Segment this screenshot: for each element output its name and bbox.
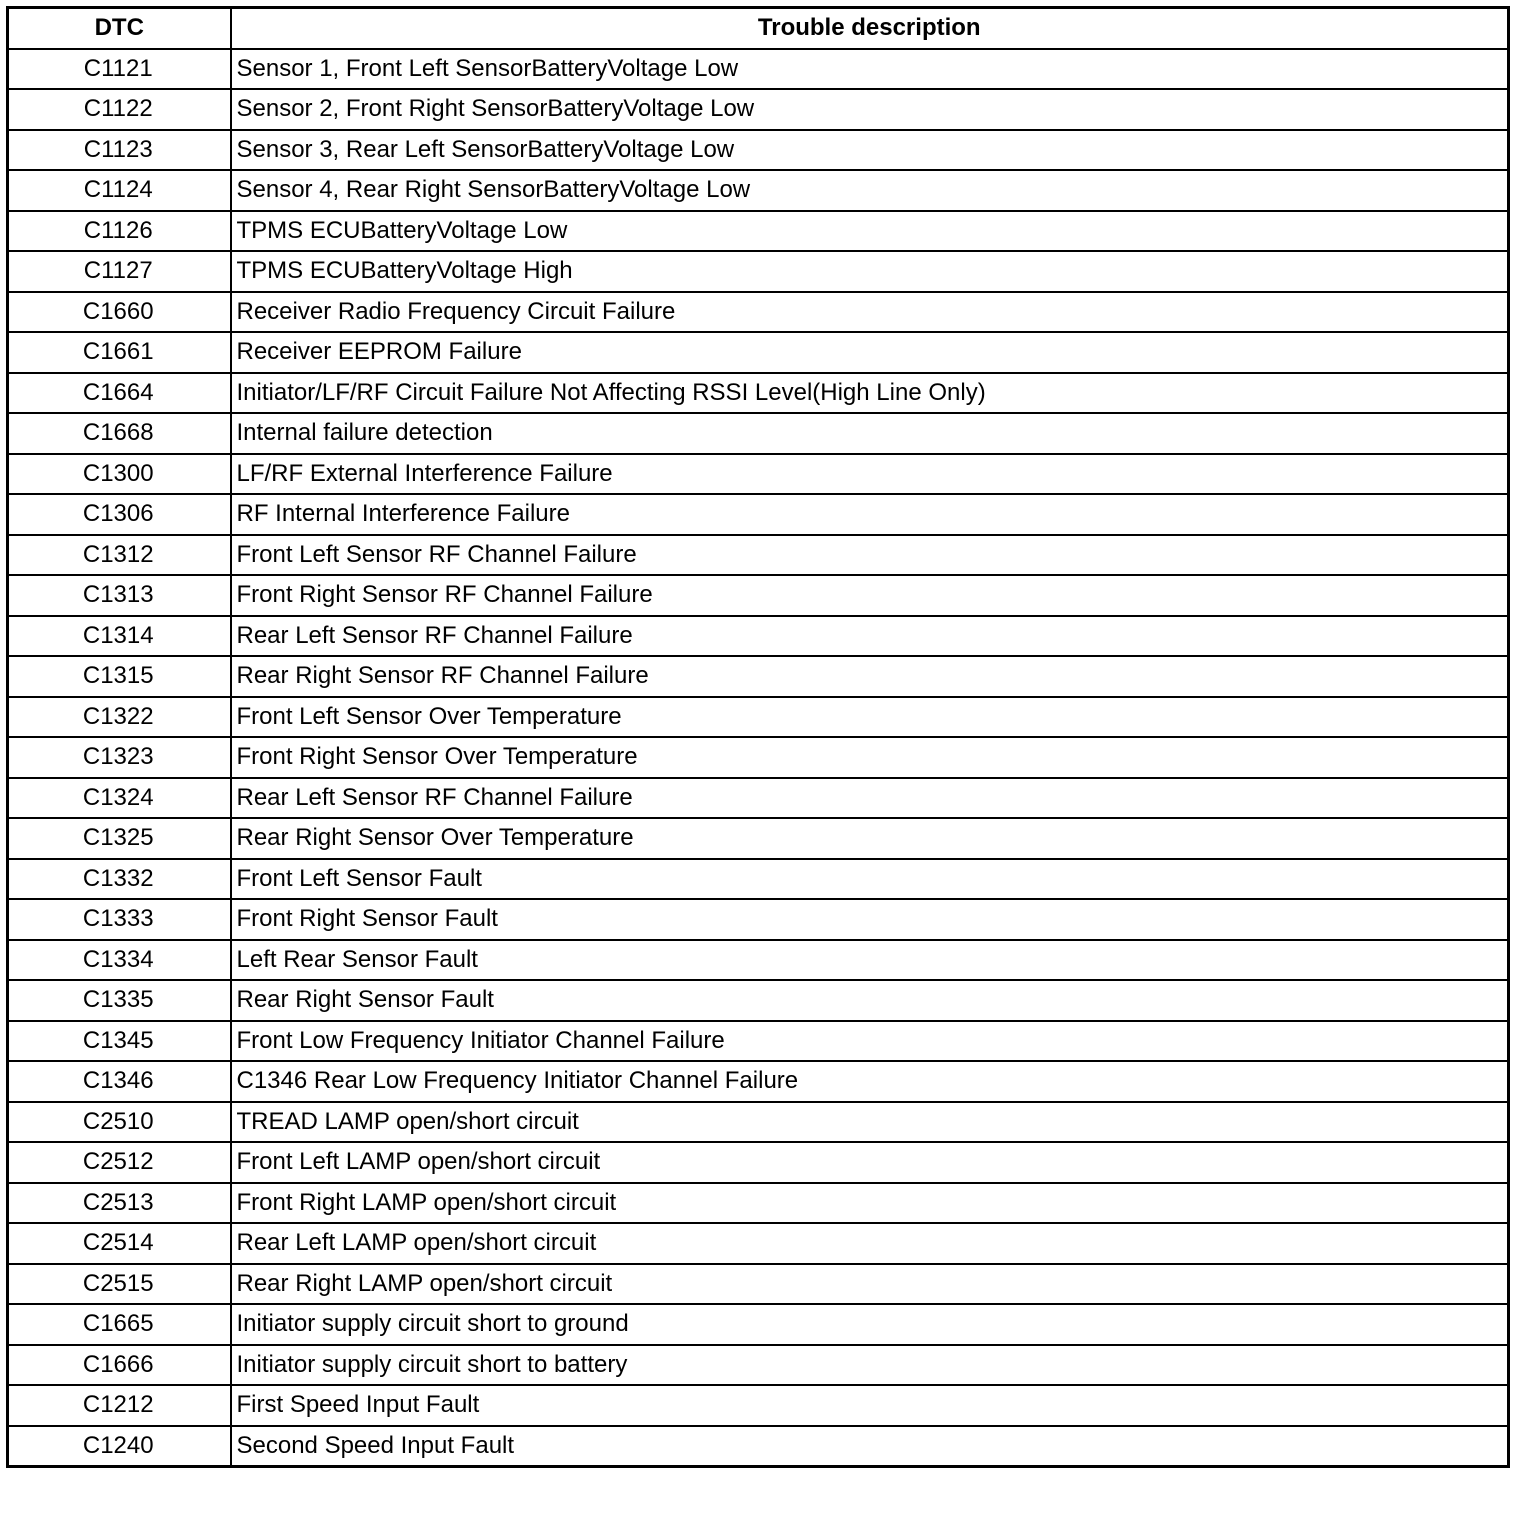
trouble-description-cell: Front Low Frequency Initiator Channel Failure bbox=[231, 1021, 1509, 1062]
dtc-code-cell: C1334 bbox=[8, 940, 231, 981]
dtc-code-cell: C1240 bbox=[8, 1426, 231, 1467]
trouble-description-cell: TPMS ECUBatteryVoltage High bbox=[231, 251, 1509, 292]
table-row bbox=[8, 818, 1509, 859]
table-row bbox=[8, 535, 1509, 576]
trouble-description-cell: Front Left Sensor Fault bbox=[231, 859, 1509, 900]
dtc-code-cell: C2513 bbox=[8, 1183, 231, 1224]
table-row bbox=[8, 251, 1509, 292]
trouble-description-cell: Rear Right Sensor Over Temperature bbox=[231, 818, 1509, 859]
dtc-code-cell: C1666 bbox=[8, 1345, 231, 1386]
trouble-description-cell: Rear Left Sensor RF Channel Failure bbox=[231, 616, 1509, 657]
table-row bbox=[8, 1183, 1509, 1224]
dtc-code-cell: C1121 bbox=[8, 49, 231, 90]
table-row bbox=[8, 1223, 1509, 1264]
trouble-description-cell: Front Left Sensor Over Temperature bbox=[231, 697, 1509, 738]
header-dtc: DTC bbox=[8, 8, 231, 49]
dtc-code-cell: C1335 bbox=[8, 980, 231, 1021]
trouble-description-cell: Front Left LAMP open/short circuit bbox=[231, 1142, 1509, 1183]
dtc-code-cell: C1127 bbox=[8, 251, 231, 292]
dtc-code-cell: C1333 bbox=[8, 899, 231, 940]
table-row bbox=[8, 1061, 1509, 1102]
trouble-description-cell: TREAD LAMP open/short circuit bbox=[231, 1102, 1509, 1143]
table-row bbox=[8, 1426, 1509, 1467]
table-row bbox=[8, 494, 1509, 535]
trouble-description-cell: Rear Right LAMP open/short circuit bbox=[231, 1264, 1509, 1305]
trouble-description-cell: Front Left Sensor RF Channel Failure bbox=[231, 535, 1509, 576]
header-row bbox=[8, 8, 1509, 49]
dtc-code-cell: C1124 bbox=[8, 170, 231, 211]
dtc-code-cell: C1212 bbox=[8, 1385, 231, 1426]
trouble-description-cell: Sensor 1, Front Left SensorBatteryVoltage Low bbox=[231, 49, 1509, 90]
table-row bbox=[8, 373, 1509, 414]
trouble-description-cell: Second Speed Input Fault bbox=[231, 1426, 1509, 1467]
trouble-description-cell: Left Rear Sensor Fault bbox=[231, 940, 1509, 981]
trouble-description-cell: Internal failure detection bbox=[231, 413, 1509, 454]
dtc-code-cell: C1315 bbox=[8, 656, 231, 697]
table-row bbox=[8, 778, 1509, 819]
dtc-code-cell: C1346 bbox=[8, 1061, 231, 1102]
table-row bbox=[8, 211, 1509, 252]
table-row bbox=[8, 899, 1509, 940]
dtc-code-cell: C1661 bbox=[8, 332, 231, 373]
table-row bbox=[8, 859, 1509, 900]
dtc-code-cell: C1664 bbox=[8, 373, 231, 414]
trouble-description-cell: Initiator/LF/RF Circuit Failure Not Affecting RSSI Level(High Line Only) bbox=[231, 373, 1509, 414]
dtc-table bbox=[6, 6, 1510, 1468]
table-row bbox=[8, 130, 1509, 171]
dtc-code-cell: C1122 bbox=[8, 89, 231, 130]
header-trouble-description: Trouble description bbox=[231, 8, 1509, 49]
trouble-description-cell: Sensor 3, Rear Left SensorBatteryVoltage Low bbox=[231, 130, 1509, 171]
table-row bbox=[8, 454, 1509, 495]
trouble-description-cell: Front Right Sensor Fault bbox=[231, 899, 1509, 940]
table-row bbox=[8, 697, 1509, 738]
table-row bbox=[8, 1102, 1509, 1143]
dtc-code-cell: C1325 bbox=[8, 818, 231, 859]
trouble-description-cell: C1346 Rear Low Frequency Initiator Channel Failure bbox=[231, 1061, 1509, 1102]
trouble-description-cell: Front Right LAMP open/short circuit bbox=[231, 1183, 1509, 1224]
table-row bbox=[8, 89, 1509, 130]
dtc-code-cell: C1332 bbox=[8, 859, 231, 900]
table-body bbox=[8, 49, 1509, 1467]
table-row bbox=[8, 737, 1509, 778]
table-row bbox=[8, 170, 1509, 211]
table-row bbox=[8, 292, 1509, 333]
trouble-description-cell: Sensor 4, Rear Right SensorBatteryVoltage Low bbox=[231, 170, 1509, 211]
table-row bbox=[8, 1142, 1509, 1183]
dtc-code-cell: C1300 bbox=[8, 454, 231, 495]
trouble-description-cell: Sensor 2, Front Right SensorBatteryVoltage Low bbox=[231, 89, 1509, 130]
table-row bbox=[8, 1304, 1509, 1345]
trouble-description-cell: LF/RF External Interference Failure bbox=[231, 454, 1509, 495]
table-row bbox=[8, 332, 1509, 373]
table-row bbox=[8, 1345, 1509, 1386]
table-row bbox=[8, 575, 1509, 616]
dtc-code-cell: C1345 bbox=[8, 1021, 231, 1062]
trouble-description-cell: Receiver Radio Frequency Circuit Failure bbox=[231, 292, 1509, 333]
dtc-code-cell: C2515 bbox=[8, 1264, 231, 1305]
dtc-code-cell: C1312 bbox=[8, 535, 231, 576]
trouble-description-cell: Front Right Sensor Over Temperature bbox=[231, 737, 1509, 778]
dtc-code-cell: C1668 bbox=[8, 413, 231, 454]
table-row bbox=[8, 49, 1509, 90]
trouble-description-cell: RF Internal Interference Failure bbox=[231, 494, 1509, 535]
trouble-description-cell: Rear Right Sensor RF Channel Failure bbox=[231, 656, 1509, 697]
trouble-description-cell: Receiver EEPROM Failure bbox=[231, 332, 1509, 373]
table-row bbox=[8, 1264, 1509, 1305]
table-row bbox=[8, 1385, 1509, 1426]
table-row bbox=[8, 940, 1509, 981]
dtc-code-cell: C1313 bbox=[8, 575, 231, 616]
trouble-description-cell: Initiator supply circuit short to ground bbox=[231, 1304, 1509, 1345]
dtc-code-cell: C1323 bbox=[8, 737, 231, 778]
trouble-description-cell: Rear Right Sensor Fault bbox=[231, 980, 1509, 1021]
dtc-code-cell: C1660 bbox=[8, 292, 231, 333]
trouble-description-cell: Rear Left LAMP open/short circuit bbox=[231, 1223, 1509, 1264]
dtc-code-cell: C2514 bbox=[8, 1223, 231, 1264]
dtc-code-cell: C1126 bbox=[8, 211, 231, 252]
trouble-description-cell: First Speed Input Fault bbox=[231, 1385, 1509, 1426]
trouble-description-cell: Initiator supply circuit short to battery bbox=[231, 1345, 1509, 1386]
table-row bbox=[8, 616, 1509, 657]
dtc-code-cell: C1324 bbox=[8, 778, 231, 819]
trouble-description-cell: Front Right Sensor RF Channel Failure bbox=[231, 575, 1509, 616]
dtc-code-cell: C2510 bbox=[8, 1102, 231, 1143]
dtc-code-cell: C1306 bbox=[8, 494, 231, 535]
dtc-code-cell: C1322 bbox=[8, 697, 231, 738]
trouble-description-cell: TPMS ECUBatteryVoltage Low bbox=[231, 211, 1509, 252]
dtc-code-cell: C2512 bbox=[8, 1142, 231, 1183]
table-row bbox=[8, 413, 1509, 454]
table-row bbox=[8, 1021, 1509, 1062]
dtc-code-cell: C1314 bbox=[8, 616, 231, 657]
dtc-code-cell: C1665 bbox=[8, 1304, 231, 1345]
table-row bbox=[8, 980, 1509, 1021]
trouble-description-cell: Rear Left Sensor RF Channel Failure bbox=[231, 778, 1509, 819]
table-row bbox=[8, 656, 1509, 697]
table-header bbox=[8, 8, 1509, 49]
dtc-code-cell: C1123 bbox=[8, 130, 231, 171]
